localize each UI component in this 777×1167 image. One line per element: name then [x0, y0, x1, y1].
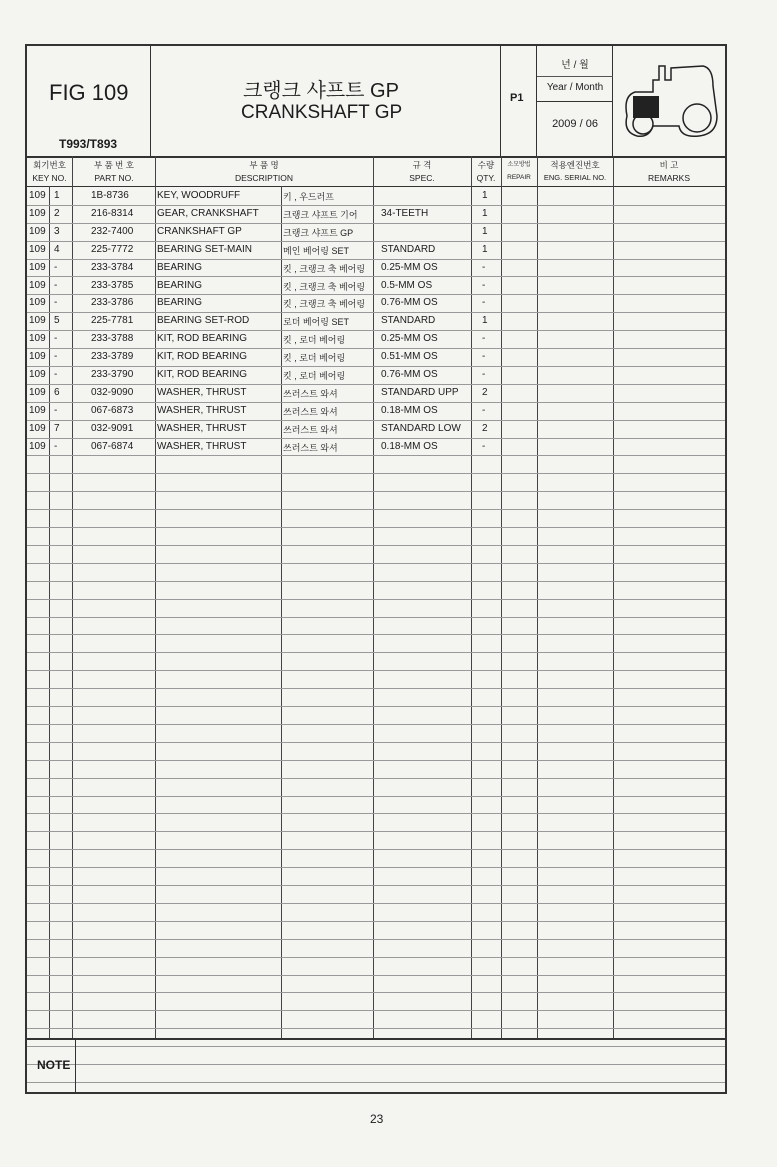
table-row	[27, 635, 725, 654]
col-serial-en: ENG. SERIAL NO.	[543, 173, 607, 182]
row-qty: 1	[482, 190, 488, 201]
row-part: 225-7772	[91, 243, 134, 255]
title-korean: 크랭크 샤프트 GP	[243, 80, 399, 102]
row-desc-ko: 쓰러스트 와셔	[283, 442, 338, 453]
table-row	[27, 742, 725, 761]
row-desc-ko: 크랭크 샤프트 GP	[283, 227, 354, 238]
table-row	[27, 563, 725, 582]
row-desc-ko: 킷 , 로더 베어링	[283, 353, 346, 364]
row-part: 233-3789	[91, 351, 134, 363]
row-key: -	[54, 351, 58, 363]
row-spec: 34-TEETH	[381, 207, 429, 219]
row-key: -	[54, 279, 58, 291]
row-desc-en: WASHER, THRUST	[157, 422, 247, 434]
date-box	[537, 46, 613, 156]
fig-box	[27, 46, 151, 156]
row-desc-ko: 키 , 우드러프	[283, 192, 334, 202]
table-row	[27, 402, 725, 421]
table-row	[27, 849, 725, 868]
row-desc-ko: 킷 , 크랭크 축 베어링	[283, 281, 366, 292]
table-row	[27, 330, 725, 349]
row-spec: STANDARD LOW	[381, 422, 461, 434]
row-fig: 109	[29, 243, 46, 255]
table-row	[27, 223, 725, 242]
col-serial-ko: 적용엔진번호	[550, 160, 600, 170]
table-row	[27, 384, 725, 403]
row-fig: 109	[29, 297, 46, 309]
row-fig: 109	[29, 315, 46, 327]
row-part: 032-9090	[91, 386, 134, 398]
row-key: -	[54, 261, 58, 273]
table-row	[27, 724, 725, 743]
row-fig: 109	[29, 404, 46, 416]
row-desc-en: WASHER, THRUST	[157, 386, 247, 398]
table-row	[27, 670, 725, 689]
row-key: 4	[54, 243, 60, 255]
table-row	[27, 706, 725, 725]
row-part: 1B-8736	[91, 190, 129, 201]
row-qty: -	[482, 279, 486, 291]
table-row	[27, 760, 725, 779]
row-desc-en: CRANKSHAFT GP	[157, 225, 242, 237]
table-row	[27, 921, 725, 940]
table-row	[27, 420, 725, 439]
table-row	[27, 312, 725, 331]
row-part: 233-3786	[91, 297, 134, 309]
row-key: 5	[54, 315, 60, 327]
row-key: -	[54, 369, 58, 380]
row-spec: 0.5-MM OS	[381, 279, 433, 291]
row-spec: 0.76-MM OS	[381, 297, 438, 309]
sheet-header	[27, 46, 725, 158]
row-qty: 1	[482, 243, 488, 255]
column-headers	[27, 156, 725, 187]
table-row	[27, 814, 725, 833]
table-row	[27, 939, 725, 958]
row-key: 1	[54, 190, 60, 201]
divider	[537, 101, 613, 102]
col-desc-ko: 부 품 명	[249, 160, 279, 170]
table-row	[27, 599, 725, 618]
col-repair-ko: 소모방법	[507, 162, 531, 168]
col-qty-en: QTY.	[476, 173, 496, 183]
col-part-en: PART NO.	[94, 173, 134, 183]
row-desc-ko: 킷 , 크랭크 축 베어링	[283, 299, 366, 310]
table-row	[27, 903, 725, 922]
row-qty: -	[482, 440, 486, 452]
row-fig: 109	[29, 333, 46, 345]
row-desc-ko: 킷 , 로더 베어링	[283, 335, 346, 346]
row-fig: 109	[29, 190, 46, 201]
row-fig: 109	[29, 351, 46, 363]
row-desc-en: KIT, ROD BEARING	[157, 351, 248, 363]
row-spec: 0.18-MM OS	[381, 440, 438, 452]
row-fig: 109	[29, 279, 46, 291]
row-desc-ko: 메인 베어링 SET	[283, 245, 349, 256]
row-desc-en: KIT, ROD BEARING	[157, 333, 248, 345]
note-area	[27, 1038, 725, 1092]
row-spec: 0.25-MM OS	[381, 261, 438, 273]
table-row	[27, 241, 725, 260]
table-row	[27, 581, 725, 600]
row-fig: 109	[29, 207, 46, 219]
row-desc-en: GEAR, CRANKSHAFT	[157, 207, 259, 219]
table-row	[27, 957, 725, 976]
table-row	[27, 366, 725, 385]
row-qty: -	[482, 333, 486, 345]
table-row	[27, 652, 725, 671]
row-desc-en: KIT, ROD BEARING	[157, 369, 248, 380]
table-row	[27, 688, 725, 707]
row-desc-en: BEARING SET-MAIN	[157, 243, 253, 255]
row-qty: 1	[482, 207, 488, 219]
col-spec-ko: 규 격	[412, 160, 432, 170]
row-qty: 2	[482, 422, 488, 434]
divider	[537, 76, 613, 77]
year-month-label-ko: 년 / 월	[561, 60, 589, 71]
year-month-label-en: Year / Month	[546, 82, 604, 93]
row-spec: 0.25-MM OS	[381, 333, 438, 345]
row-desc-ko: 로더 베어링 SET	[283, 317, 349, 328]
col-spec-en: SPEC.	[409, 173, 435, 183]
table-row	[27, 993, 725, 1012]
table-row	[27, 867, 725, 886]
row-desc-ko: 킷 , 크랭크 축 베어링	[283, 263, 366, 274]
table-row	[27, 975, 725, 994]
table-row	[27, 545, 725, 564]
row-spec: STANDARD UPP	[381, 386, 459, 398]
row-fig: 109	[29, 369, 46, 380]
row-qty: -	[482, 369, 486, 380]
row-qty: -	[482, 261, 486, 273]
row-qty: -	[482, 297, 486, 309]
table-row	[27, 796, 725, 815]
divider	[75, 1040, 76, 1092]
parts-sheet	[25, 44, 727, 1094]
row-key: 3	[54, 225, 60, 237]
row-part: 067-6873	[91, 404, 134, 416]
title-english: CRANKSHAFT GP	[241, 102, 403, 123]
row-spec: STANDARD	[381, 315, 436, 327]
col-remarks-en: REMARKS	[647, 173, 691, 183]
row-fig: 109	[29, 386, 46, 398]
col-part-ko: 부 품 번 호	[94, 160, 134, 170]
col-key-ko: 회기번호	[33, 160, 66, 170]
row-part: 233-3790	[91, 369, 134, 380]
col-qty-ko: 수량	[477, 160, 495, 170]
date-value: 2009 / 06	[552, 118, 598, 130]
row-fig: 109	[29, 261, 46, 273]
table-row	[27, 348, 725, 367]
row-desc-ko: 쓰러스트 와셔	[283, 388, 338, 399]
row-desc-en: BEARING SET-ROD	[157, 315, 250, 327]
row-part: 233-3784	[91, 261, 134, 273]
page-code-box	[501, 46, 537, 156]
table-row	[27, 778, 725, 797]
row-qty: -	[482, 351, 486, 363]
fig-number: FIG 109	[49, 80, 129, 105]
row-part: 216-8314	[91, 207, 134, 219]
title-box	[151, 46, 501, 156]
model-code: T993/T893	[59, 137, 118, 151]
row-spec: 0.76-MM OS	[381, 369, 438, 380]
row-desc-ko: 쓰러스트 와셔	[283, 406, 338, 417]
table-row	[27, 205, 725, 224]
row-key: -	[54, 404, 58, 416]
table-row	[27, 473, 725, 492]
row-part: 067-6874	[91, 440, 134, 452]
row-qty: 1	[482, 225, 488, 237]
table-row	[27, 509, 725, 528]
row-part: 032-9091	[91, 422, 134, 434]
row-key: -	[54, 297, 58, 309]
row-spec: 0.51-MM OS	[381, 351, 438, 363]
table-row	[27, 617, 725, 636]
table-row	[27, 1010, 725, 1029]
row-part: 232-7400	[91, 225, 134, 237]
row-desc-en: BEARING	[157, 261, 203, 273]
col-remarks-ko: 비 고	[659, 160, 679, 170]
row-desc-en: WASHER, THRUST	[157, 404, 247, 416]
table-row	[27, 294, 725, 313]
table-row	[27, 259, 725, 278]
row-part: 225-7781	[91, 315, 134, 327]
col-key-en: KEY NO.	[32, 173, 67, 183]
row-qty: 1	[482, 315, 488, 327]
row-desc-en: WASHER, THRUST	[157, 440, 247, 452]
row-fig: 109	[29, 225, 46, 237]
col-repair-en: REPAIR	[507, 174, 531, 181]
row-qty: 2	[482, 386, 488, 398]
row-key: -	[54, 440, 58, 452]
page-number: 23	[370, 1112, 384, 1126]
row-spec: STANDARD	[381, 243, 436, 255]
row-key: 2	[54, 207, 60, 219]
row-desc-ko: 킷 , 로더 베어링	[283, 371, 346, 381]
row-fig: 109	[29, 422, 46, 434]
table-row	[27, 527, 725, 546]
row-part: 233-3785	[91, 279, 134, 291]
table-row	[27, 187, 725, 206]
row-key: 7	[54, 422, 60, 434]
row-fig: 109	[29, 440, 46, 452]
table-row	[27, 491, 725, 510]
row-desc-ko: 크랭크 샤프트 기어	[283, 209, 358, 220]
row-qty: -	[482, 404, 486, 416]
table-row	[27, 277, 725, 296]
row-desc-en: KEY, WOODRUFF	[157, 190, 241, 201]
tractor-icon	[613, 46, 725, 156]
table-row	[27, 885, 725, 904]
table-row	[27, 831, 725, 850]
table-row	[27, 456, 725, 475]
row-desc-en: BEARING	[157, 279, 203, 291]
row-spec: 0.18-MM OS	[381, 404, 438, 416]
row-part: 233-3788	[91, 333, 134, 345]
page-code: P1	[510, 92, 524, 104]
note-label: NOTE	[37, 1058, 71, 1072]
row-key: 6	[54, 386, 60, 398]
col-desc-en: DESCRIPTION	[234, 173, 294, 183]
row-key: -	[54, 333, 58, 345]
row-desc-en: BEARING	[157, 297, 203, 309]
table-row	[27, 438, 725, 457]
row-desc-ko: 쓰러스트 와셔	[283, 424, 338, 435]
